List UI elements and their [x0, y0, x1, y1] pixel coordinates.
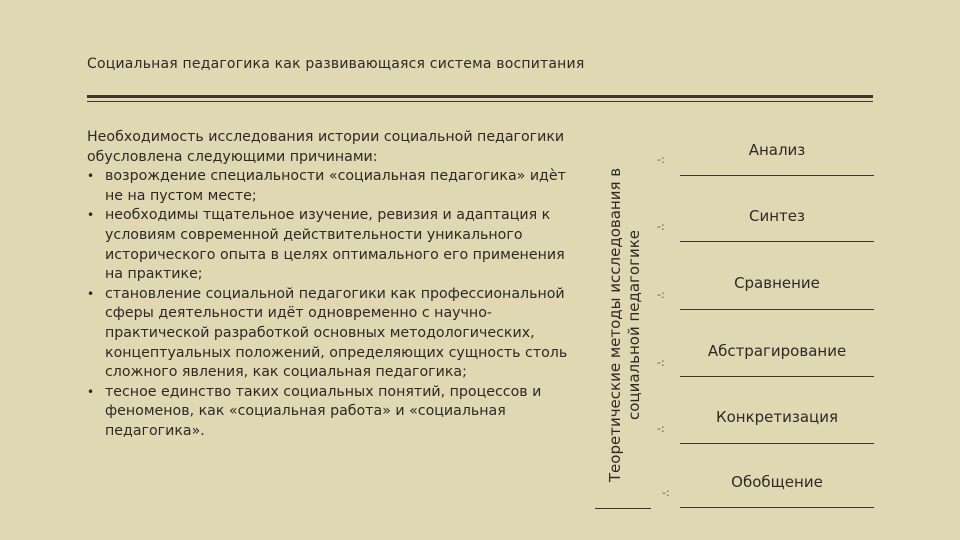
method-concretization	[680, 407, 874, 427]
connector-glyph: -:	[657, 220, 665, 233]
method-generalization	[680, 472, 874, 492]
reasons-list	[87, 167, 579, 441]
method-label: Конкретизация	[715, 408, 839, 426]
reason-item: • необходимы тщательное изучение, ревизия и адаптация к условиям современной действительности уникального исторического опыта в целях оптимального его применения на практике;	[87, 206, 579, 284]
methods-vertical-label-text: Теоретические методы исследования в социальной педагогике	[606, 167, 643, 483]
title-rule-thin	[87, 101, 873, 102]
method-synthesis	[680, 206, 874, 226]
method-underline	[680, 376, 874, 377]
method-underline	[680, 443, 874, 444]
method-label: Синтез	[749, 207, 805, 225]
slide-title: Социальная педагогика как развивающаяся система воспитания	[87, 56, 585, 72]
method-underline	[680, 175, 874, 176]
method-comparison	[680, 273, 874, 293]
connector-glyph: -:	[662, 486, 670, 499]
title-rule-thick	[87, 95, 873, 98]
reason-item: • возрождение специальности «социальная педагогика» идѐт не на пустом месте;	[87, 167, 579, 206]
connector-glyph: -:	[657, 422, 665, 435]
connector-glyph: -:	[657, 288, 665, 301]
method-underline	[680, 309, 874, 310]
method-underline	[680, 507, 874, 508]
reason-item: • тесное единство таких социальных понятий, процессов и феноменов, как «социальная работа» и «социальная педагогика».	[87, 383, 579, 442]
method-label: Обобщение	[731, 473, 823, 491]
intro-text: Необходимость исследования истории социальной педагогики обусловлена следующими причинами:	[87, 129, 565, 165]
method-label: Абстрагирование	[707, 342, 847, 360]
reason-item: • становление социальной педагогики как профессиональной сферы деятельности идёт одновременно с научно-практической разработкой основных методологических, концептуальных положений, определяющих сущность столь сложного явления, как социальная педагогика;	[87, 285, 579, 383]
methods-vertical-label	[590, 140, 660, 510]
body-text	[87, 128, 579, 442]
vertical-label-underline	[595, 508, 651, 509]
connector-glyph: -:	[657, 153, 665, 166]
method-underline	[680, 241, 874, 242]
method-label: Анализ	[748, 141, 806, 159]
method-label: Сравнение	[734, 274, 820, 292]
connector-glyph: -:	[657, 356, 665, 369]
method-analysis	[680, 140, 874, 160]
method-abstraction	[680, 341, 874, 361]
